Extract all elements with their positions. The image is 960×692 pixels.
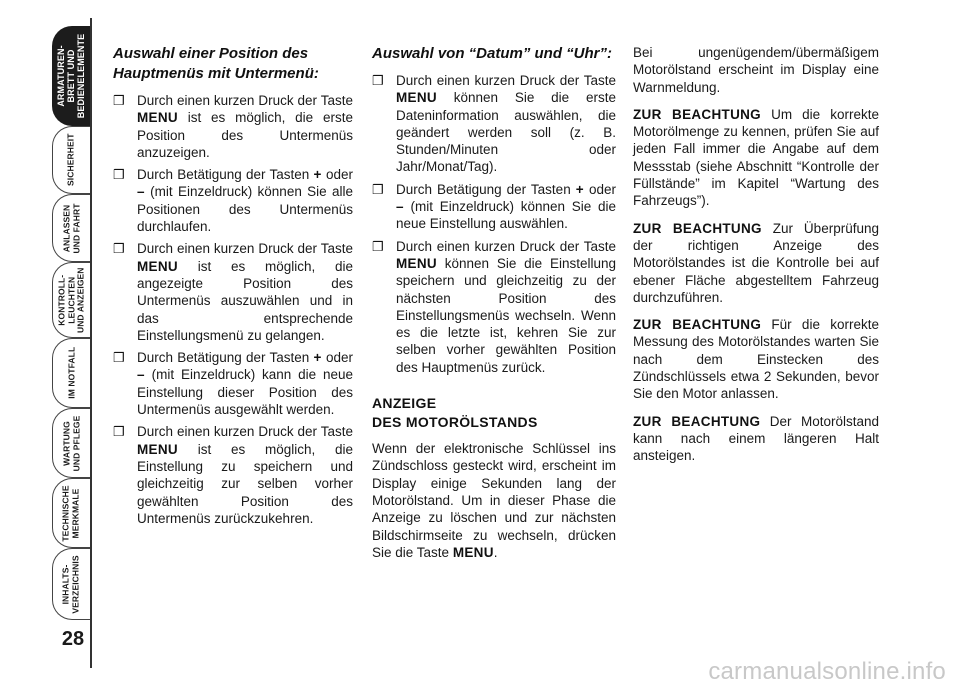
column-2-heading: Auswahl von “Datum” und “Uhr”: (372, 45, 612, 62)
checkbox-bullet-icon: ❒ (372, 238, 384, 254)
note-label: ZUR BEACHTUNG (633, 106, 761, 122)
checkbox-bullet-icon: ❒ (113, 424, 125, 440)
checkbox-bullet-icon: ❒ (113, 241, 125, 257)
tab-label: TECHNISCHE MERKMALE (61, 484, 81, 542)
page-number: 28 (61, 628, 85, 650)
item-text: Durch Betätigung der Tasten (396, 181, 576, 197)
list-item (113, 423, 353, 527)
item-text: Durch Betätigung der Tasten (137, 167, 314, 183)
key-label: + (313, 167, 322, 183)
checkbox-bullet-icon: ❒ (372, 73, 384, 88)
tab-anlassen[interactable] (52, 194, 90, 262)
checkbox-bullet-icon: ❒ (113, 93, 125, 108)
list-item (372, 238, 616, 376)
key-label: – (137, 184, 145, 200)
list-item (372, 181, 616, 233)
list-item (113, 349, 353, 418)
item-text: oder (321, 167, 353, 183)
tab-armaturenbrett[interactable] (52, 26, 90, 126)
column-1-heading: Auswahl einer Position des Hauptmenüs mit Untermenü: (113, 45, 319, 82)
key-label: MENU (396, 90, 437, 106)
tab-label: SICHERHEIT (65, 133, 76, 187)
column-1-list (113, 92, 353, 527)
tab-label: ANLASSEN UND FAHRT (61, 202, 81, 254)
list-item (113, 240, 353, 344)
note-text: Zur Überprüfung der richtigen Anzeige des Motorölstandes ist die Kontrolle bei auf ebener Fläche abgestelltem Fahrzeug durchzuführen. (633, 220, 879, 305)
item-text: Durch Betätigung der Tasten (137, 350, 314, 366)
section-heading-line: ANZEIGE (372, 395, 437, 412)
tab-kontrollleuchten[interactable] (52, 262, 90, 338)
key-label: – (137, 367, 145, 383)
note-paragraph (633, 220, 879, 306)
key-label: MENU (137, 258, 178, 274)
key-label: + (575, 181, 584, 197)
note-text: Um die korrekte Motorölmenge zu kennen, prüfen Sie auf jeden Fall immer die Angabe auf dem Messstab (siehe Abschnitt “Kontrolle der Füllstände” im Kapitel “Wartung des Fahrzeugs”). (633, 106, 879, 209)
column-2-list (372, 72, 616, 376)
paragraph-text: Wenn der elektronische Schlüssel ins Zündschloss gesteckt wird, erscheint im Display einige Sekunden lang der Motorölstand. Um in dieser Phase die Anzeige zu löschen und zur nächsten Bildschirmseite zu wechseln, drücken Sie die Taste (372, 441, 616, 560)
tab-wartung[interactable] (52, 408, 90, 478)
chapter-sidebar (0, 0, 100, 692)
note-text: Der Motorölstand kann nach einem längeren Halt ansteigen. (633, 413, 879, 464)
tab-sicherheit[interactable] (52, 126, 90, 194)
list-item (113, 92, 353, 161)
item-text: oder (583, 181, 616, 197)
checkbox-bullet-icon: ❒ (372, 181, 384, 197)
list-item (372, 72, 616, 176)
item-text: oder (321, 350, 353, 366)
item-text: (mit Einzeldruck) können Sie die neue Einstellung auswählen. (396, 199, 616, 232)
item-text: Durch einen kurzen Druck der Taste (396, 73, 616, 88)
key-label: – (396, 199, 404, 215)
item-text: Durch einen kurzen Druck der Taste (137, 93, 353, 108)
column-3 (633, 44, 879, 475)
note-paragraph (633, 413, 879, 465)
tab-label: INHALTS- VERZEICHNIS (61, 554, 81, 614)
section-heading-line: DES MOTORÖLSTANDS (372, 414, 538, 431)
section-heading-oil-level (372, 394, 616, 432)
tab-label: KONTROLL- LEUCHTEN UND ANZEIGEN (56, 267, 86, 333)
key-label: + (313, 350, 322, 366)
column-1 (113, 44, 353, 532)
item-text: (mit Einzeldruck) können Sie alle Positionen des Untermenüs durchlaufen. (137, 184, 353, 235)
item-text: können Sie die erste Dateninformation auswählen, die geändert werden soll (z. B. Stunden/Minuten oder Jahr/Monat/Tag). (396, 90, 616, 175)
note-text: Für die korrekte Messung des Motorölstandes warten Sie nach dem Einstecken des Zündschlüssels etwa 2 Sekunden, bevor Sie den Motor anlassen. (633, 317, 879, 402)
note-label: ZUR BEACHTUNG (633, 220, 762, 236)
tab-label: IM NOTFALL (65, 347, 76, 399)
note-paragraph (633, 106, 879, 210)
item-text: Durch einen kurzen Druck der Taste (396, 238, 616, 254)
key-label: MENU (396, 255, 437, 271)
tab-label: ARMATUREN- BRETT UND BEDIENELEMENTE (56, 33, 87, 119)
key-label: MENU (137, 441, 178, 457)
note-label: ZUR BEACHTUNG (633, 413, 761, 429)
key-label: MENU (452, 544, 494, 560)
checkbox-bullet-icon: ❒ (113, 167, 125, 183)
item-text: ist es möglich, die angezeigte Position des Untermenüs auszuwählen und in das entsprechende Einstellungsmenü zu gelangen. (137, 258, 353, 343)
note-paragraph (633, 316, 879, 402)
item-text: können Sie die Einstellung speichern und gleichzeitig zu der nächsten Position des Einstellungsmenüs wechseln. Wenn es die letzte ist, kehren Sie zur selben vorher gewählten Position des Hauptmenüs zurück. (396, 255, 616, 375)
list-item (113, 166, 353, 235)
note-label: ZUR BEACHTUNG (633, 317, 762, 333)
intro-paragraph: Bei ungenügendem/übermäßigem Motorölstand erscheint im Display eine Warnmeldung. (633, 45, 879, 95)
item-text: (mit Einzeldruck) kann die neue Einstellung dieser Position des Untermenüs ausgewählt werden. (137, 367, 353, 418)
column-2 (372, 44, 616, 571)
tab-technische-merkmale[interactable] (52, 478, 90, 548)
key-label: MENU (137, 110, 178, 126)
tab-label: WARTUNG UND PFLEGE (61, 415, 81, 471)
item-text: Durch einen kurzen Druck der Taste (137, 424, 353, 440)
item-text: Durch einen kurzen Druck der Taste (137, 241, 353, 257)
tab-im-notfall[interactable] (52, 338, 90, 408)
paragraph-text: . (493, 544, 498, 560)
watermark: carmanualsonline.info (708, 658, 946, 685)
item-text: ist es möglich, die Einstellung zu speichern und gleichzeitig zur selben vorher gewählten Position des Untermenüs zurückzukehren. (137, 441, 353, 526)
item-text: ist es möglich, die erste Position des Untermenüs anzuzeigen. (137, 110, 353, 160)
tab-inhaltsverzeichnis[interactable] (52, 548, 90, 620)
checkbox-bullet-icon: ❒ (113, 350, 125, 366)
sidebar-rule (90, 18, 92, 668)
oil-level-paragraph (372, 440, 616, 561)
